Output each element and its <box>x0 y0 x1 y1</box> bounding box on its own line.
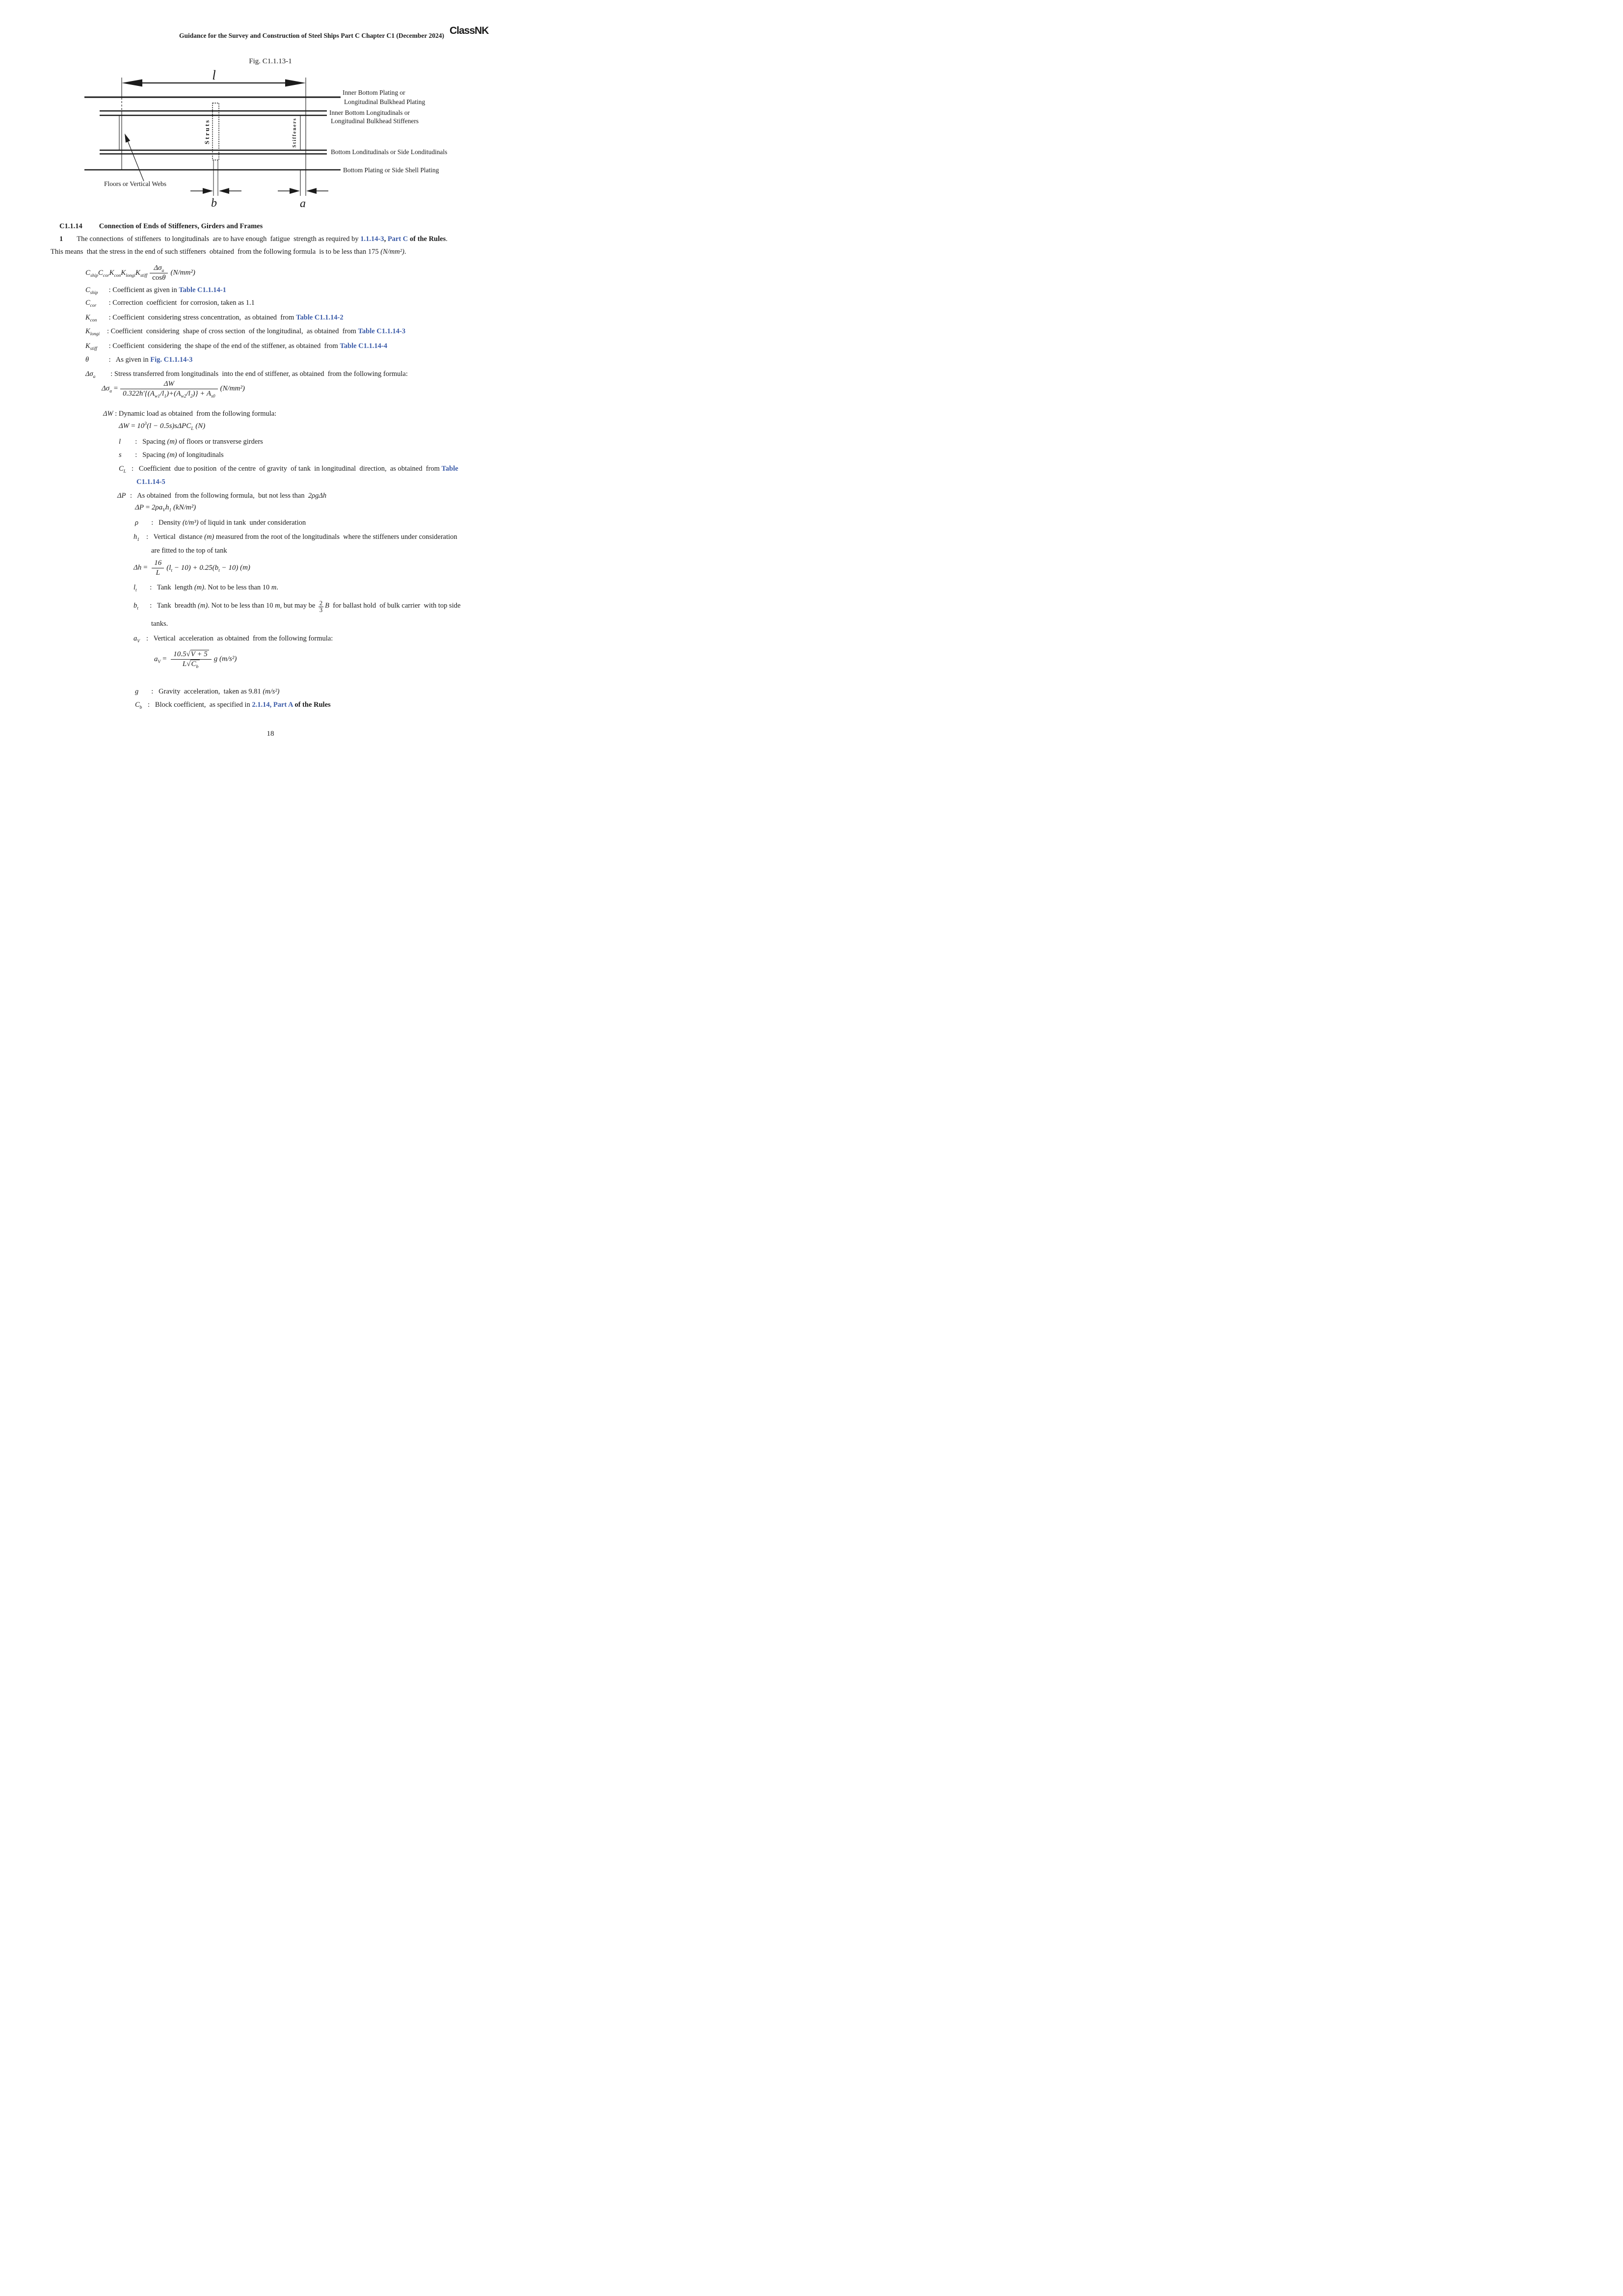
paragraph-2: This means that the stress in the end of such stiffeners obtained from the following formula is to be less than 175 (N/mm²). <box>51 248 406 256</box>
label-inner-bottom-longitudinals-2: Longitudinal Bulkhead Stiffeners <box>331 117 419 125</box>
link-table-c1-1-14-1[interactable]: Table C1.1.14-1 <box>179 286 226 294</box>
label-bottom-plating: Bottom Plating or Side Shell Plating <box>343 166 439 174</box>
def-cl-line2 <box>136 478 165 487</box>
def-kcon: $K_{con}$ : Coefficient considering stress concentration, as obtained from Table C1.1.14-2 <box>85 314 344 323</box>
def-cship: $C_{ship}$ : Coefficient as given in Table C1.1.14-1 <box>85 286 226 295</box>
def-kstiff: $K_{stiff}$ : Coefficient considering the shape of the end of the stiffener, as obtained from Table C1.1.14-4 <box>85 342 387 351</box>
def-g: g : Gravity acceleration, taken as 9.81 (m/s²) <box>135 688 280 695</box>
section-title: Connection of Ends of Stiffeners, Girders and Frames <box>99 222 263 230</box>
link-2-1-14[interactable]: 2.1.14 <box>252 701 270 709</box>
def-klongi: $K_{longi}$ : Coefficient considering shape of cross section of the longitudinal, as obtained from Table C1.1.14-3 <box>85 327 406 337</box>
label-inner-bottom-longitudinals-1: Inner Bottom Longitudinals or <box>329 109 410 116</box>
link-part-a[interactable]: Part A <box>273 701 293 709</box>
dim-label-a: a <box>300 197 306 210</box>
figure-title: Fig. C1.1.13-1 <box>249 57 292 65</box>
def-rho: ρ : Density (t/m³) of liquid in tank under consideration <box>135 519 306 527</box>
def-theta: θ : As given in Fig. C1.1.14-3 <box>85 356 193 364</box>
formula-av: $a_V$ = $\frac{10.5√V + 5}{L√C_b}$ g (m/s²) <box>154 650 237 669</box>
figure-diagram <box>74 60 499 223</box>
formula-delta-p: $\Delta P = 2\rho a_Vh_1$ (kN/m²) <box>135 504 196 513</box>
label-stiffeners: Stiffeners <box>292 117 297 148</box>
link-table-c1-1-14-3[interactable]: Table C1.1.14-3 <box>358 327 406 335</box>
dim-label-b: b <box>211 197 217 210</box>
document-page <box>0 0 541 765</box>
link-table-c1-1-14-4[interactable]: Table C1.1.14-4 <box>340 342 387 350</box>
label-bottom-longitudinals: Bottom Londitudinals or Side Londitudinals <box>331 148 448 156</box>
def-ccor: $C_{cor}$ : Correction coefficient for corrosion, taken as 1.1 <box>85 299 255 308</box>
link-table-c1-1-14-5b[interactable]: C1.1.14-5 <box>136 478 165 486</box>
figure-lines <box>84 78 341 196</box>
formula-delta-w: $\Delta W = 10^3(l - 0.5s)s\Delta PC_L$ (N) <box>119 422 206 431</box>
link-fig-c1-1-14-3[interactable]: Fig. C1.1.14-3 <box>150 356 193 364</box>
label-floors-vertical-webs: Floors or Vertical Webs <box>104 180 167 187</box>
def-bt-line2: tanks. <box>151 620 168 628</box>
dim-label-l: l <box>212 68 216 82</box>
formula-stress: $C_{ship}C_{cor}K_{con}K_{longi}K_{stiff}$ $\frac{\Delta\sigma_a}{\cos\theta}$ (N/mm²) <box>85 264 195 282</box>
def-delta-p: ΔP : As obtained from the following formula, but not less than 2ρgΔh <box>117 492 327 500</box>
def-cb: $C_b$ : Block coefficient, as specified in 2.1.14, Part A of the Rules <box>135 701 331 710</box>
def-lt: $l_t$ : Tank length (m). Not to be less than 10 m. <box>133 584 278 593</box>
label-inner-bottom-plating-2: Longitudinal Bulkhead Plating <box>344 98 426 106</box>
def-cl: $C_L$ : Coefficient due to position of the centre of gravity of tank in longitudinal direction, as obtained from Table <box>119 465 458 474</box>
def-bt: $b_t$ : Tank breadth (m). Not to be less than 10 m, but may be $\frac{2}{3}$ B for ballast hold of bulk carrier with top side <box>133 600 461 614</box>
def-h1-line2: are fitted to the top of tank <box>151 547 227 555</box>
def-av: $a_V$ : Vertical acceleration as obtained from the following formula: <box>133 635 333 644</box>
classnk-logo: ClassNK <box>450 25 489 36</box>
paragraph-number: 1 <box>59 235 63 243</box>
def-delta-w: ΔW : Dynamic load as obtained from the following formula: <box>103 410 277 418</box>
label-struts: Struts <box>203 119 211 144</box>
def-s: s : Spacing (m) of longitudinals <box>119 451 224 459</box>
paragraph-1: 1 The connections of stiffeners to longitudinals are to have enough fatigue strength as required by 1.1.14-3, Part C of the Rules. <box>59 235 448 243</box>
section-heading <box>59 222 263 232</box>
def-delta-sigma-a: $\Delta\sigma_a$ : Stress transferred from longitudinals into the end of stiffener, as obtained from the following formula: <box>85 370 408 379</box>
link-part-c[interactable]: Part C <box>387 235 408 243</box>
label-inner-bottom-plating-1: Inner Bottom Plating or <box>343 89 405 96</box>
link-table-c1-1-14-5a[interactable]: Table <box>441 465 458 473</box>
formula-delta-sigma-a: $\Delta\sigma_a$ = $\frac{\Delta W}{0.322h'\{(A_{w1}/l_1)+(A_{w2}/l_2)\} + A_{s0}}$ (N/mm²) <box>102 380 245 399</box>
link-1-1-14-3[interactable]: 1.1.14-3 <box>360 235 384 243</box>
page-number: 18 <box>266 730 274 738</box>
formula-delta-h: Δh = $\frac{16}{L}$ $(l_t - 10) + 0.25(b_t - 10)$ (m) <box>133 559 250 577</box>
section-number: C1.1.14 <box>59 222 82 230</box>
link-table-c1-1-14-2[interactable]: Table C1.1.14-2 <box>296 314 344 321</box>
page-header-title: Guidance for the Survey and Construction of Steel Ships Part C Chapter C1 (December 2024) <box>179 32 444 39</box>
def-h1: $h_1$ : Vertical distance (m) measured from the root of the longitudinals where the stiffeners under consideration <box>133 533 457 542</box>
def-l: l : Spacing (m) of floors or transverse girders <box>119 438 263 446</box>
